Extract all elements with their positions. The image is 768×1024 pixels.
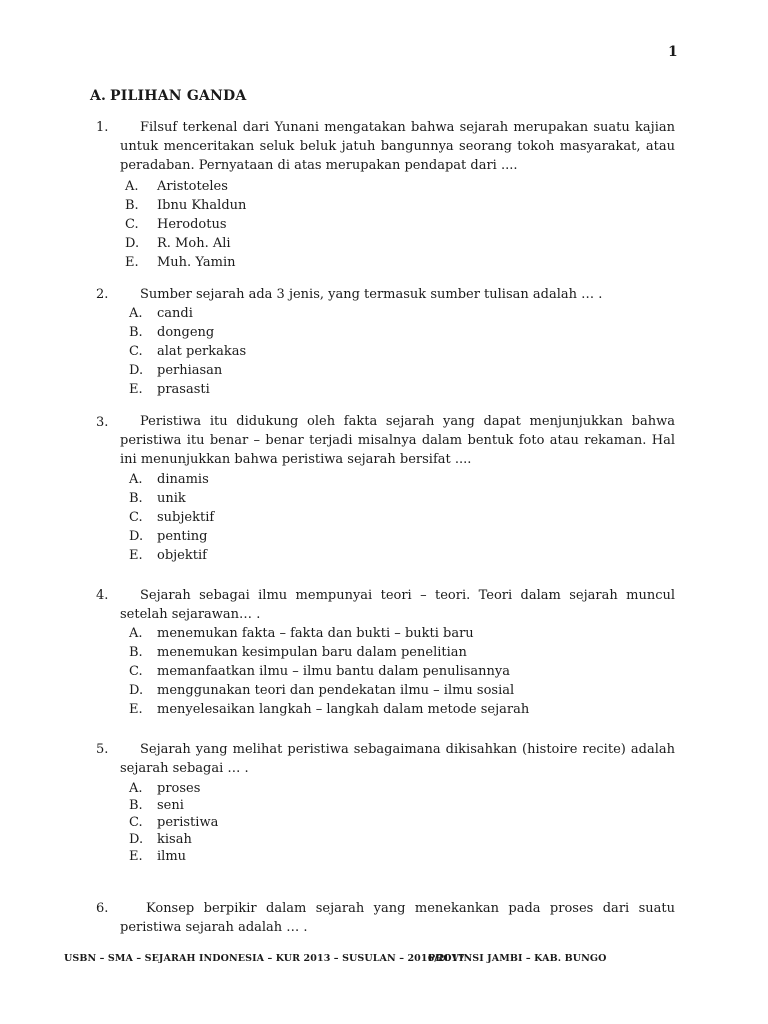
- option-letter: D.: [129, 683, 144, 698]
- option-text: peristiwa: [157, 815, 219, 830]
- option-letter: E.: [129, 702, 143, 717]
- option-item[interactable]: [129, 508, 214, 527]
- option-item[interactable]: [125, 196, 246, 215]
- question-text: Peristiwa itu didukung oleh fakta sejarah yang dapat menjunjukkan bahwa peristiwa itu benar – benar terjadi misalnya dalam bentuk foto atau rekaman. Hal ini menunjukkan bahwa peristiwa sejarah bersifat ....: [120, 414, 675, 467]
- option-text: alat perkakas: [157, 344, 247, 359]
- question-text: Sumber sejarah ada 3 jenis, yang termasuk sumber tulisan adalah … .: [140, 287, 603, 302]
- option-item[interactable]: [129, 681, 529, 700]
- option-item[interactable]: [129, 380, 246, 399]
- option-letter: D.: [129, 832, 144, 847]
- question-number: 2.: [96, 287, 109, 302]
- option-list: [129, 624, 529, 719]
- option-letter: C.: [125, 217, 139, 232]
- footer-exam-info: USBN – SMA – SEJARAH INDONESIA – KUR 2013 – SUSULAN – 2016/2017: [64, 953, 465, 964]
- question-number: 5.: [96, 742, 109, 757]
- option-text: perhiasan: [157, 363, 223, 378]
- option-letter: C.: [129, 815, 143, 830]
- option-letter: D.: [125, 236, 140, 251]
- option-text: dinamis: [157, 472, 209, 487]
- option-item[interactable]: [129, 546, 214, 565]
- option-letter: C.: [129, 344, 143, 359]
- option-text: dongeng: [157, 325, 215, 340]
- question-text: Filsuf terkenal dari Yunani mengatakan bahwa sejarah merupakan suatu kajian untuk menceritakan seluk beluk jatuh bangunnya seorang tokoh masyarakat, atau peradaban. Pernyataan di atas merupakan pendapat dari ....: [120, 120, 675, 173]
- option-letter: A.: [129, 781, 143, 796]
- option-text: menggunakan teori dan pendekatan ilmu – ilmu sosial: [157, 683, 515, 698]
- option-list: [129, 304, 246, 399]
- option-letter: B.: [129, 325, 143, 340]
- option-text: R. Moh. Ali: [157, 236, 231, 251]
- option-item[interactable]: [129, 662, 529, 681]
- option-item[interactable]: [129, 624, 529, 643]
- section-letter: A.: [90, 88, 107, 104]
- option-item[interactable]: [129, 470, 214, 489]
- option-list: [129, 780, 218, 865]
- question-text: Sejarah sebagai ilmu mempunyai teori – teori. Teori dalam sejarah muncul setelah sejarawan… .: [120, 588, 675, 622]
- option-letter: A.: [129, 306, 143, 321]
- option-item[interactable]: [129, 848, 218, 865]
- question-number: 4.: [96, 588, 109, 603]
- option-item[interactable]: [129, 304, 246, 323]
- option-list: [129, 470, 214, 565]
- question-number: 1.: [96, 120, 109, 135]
- footer-region: PROVINSI JAMBI – KAB. BUNGO: [428, 953, 607, 964]
- option-letter: B.: [129, 491, 143, 506]
- option-letter: B.: [129, 645, 143, 660]
- option-letter: D.: [129, 363, 144, 378]
- option-text: objektif: [157, 548, 207, 563]
- option-item[interactable]: [129, 814, 218, 831]
- option-item[interactable]: [129, 797, 218, 814]
- option-letter: E.: [125, 255, 139, 270]
- option-text: Herodotus: [157, 217, 227, 232]
- option-letter: B.: [125, 198, 139, 213]
- option-text: memanfaatkan ilmu – ilmu bantu dalam penulisannya: [157, 664, 511, 679]
- question-number: 3.: [96, 415, 109, 430]
- option-letter: C.: [129, 664, 143, 679]
- option-item[interactable]: [129, 489, 214, 508]
- option-item[interactable]: [129, 643, 529, 662]
- option-letter: E.: [129, 382, 143, 397]
- option-letter: A.: [129, 472, 143, 487]
- option-item[interactable]: [129, 831, 218, 848]
- option-letter: E.: [129, 849, 143, 864]
- option-item[interactable]: [129, 527, 214, 546]
- option-text: penting: [157, 529, 208, 544]
- option-text: kisah: [157, 832, 192, 847]
- option-text: candi: [157, 306, 193, 321]
- option-letter: C.: [129, 510, 143, 525]
- option-item[interactable]: [129, 361, 246, 380]
- option-item[interactable]: [125, 253, 246, 272]
- option-text: Ibnu Khaldun: [157, 198, 247, 213]
- page-number: 1: [668, 44, 678, 60]
- option-letter: A.: [125, 179, 139, 194]
- section-title-text: PILIHAN GANDA: [110, 88, 247, 104]
- option-item[interactable]: [125, 177, 246, 196]
- option-text: proses: [157, 781, 201, 796]
- question-text: Konsep berpikir dalam sejarah yang menekankan pada proses dari suatu peristiwa sejarah adalah … .: [120, 901, 675, 935]
- option-text: Muh. Yamin: [157, 255, 236, 270]
- option-letter: A.: [129, 626, 143, 641]
- option-item[interactable]: [129, 700, 529, 719]
- option-letter: B.: [129, 798, 143, 813]
- option-item[interactable]: [125, 234, 246, 253]
- option-letter: E.: [129, 548, 143, 563]
- option-letter: D.: [129, 529, 144, 544]
- option-text: ilmu: [157, 849, 187, 864]
- option-text: unik: [157, 491, 186, 506]
- option-text: seni: [157, 798, 184, 813]
- option-list: [125, 177, 246, 272]
- option-text: menemukan fakta – fakta dan bukti – bukti baru: [157, 626, 474, 641]
- option-text: subjektif: [157, 510, 215, 525]
- option-text: Aristoteles: [157, 179, 228, 194]
- section-title: [90, 88, 246, 104]
- option-item[interactable]: [129, 780, 218, 797]
- option-text: prasasti: [157, 382, 210, 397]
- question-number: 6.: [96, 901, 109, 916]
- option-item[interactable]: [129, 342, 246, 361]
- question-text: Sejarah yang melihat peristiwa sebagaimana dikisahkan (histoire recite) adalah sejarah sebagai … .: [120, 742, 675, 776]
- option-item[interactable]: [129, 323, 246, 342]
- option-item[interactable]: [125, 215, 246, 234]
- option-text: menemukan kesimpulan baru dalam penelitian: [157, 645, 467, 660]
- option-text: menyelesaikan langkah – langkah dalam metode sejarah: [157, 702, 530, 717]
